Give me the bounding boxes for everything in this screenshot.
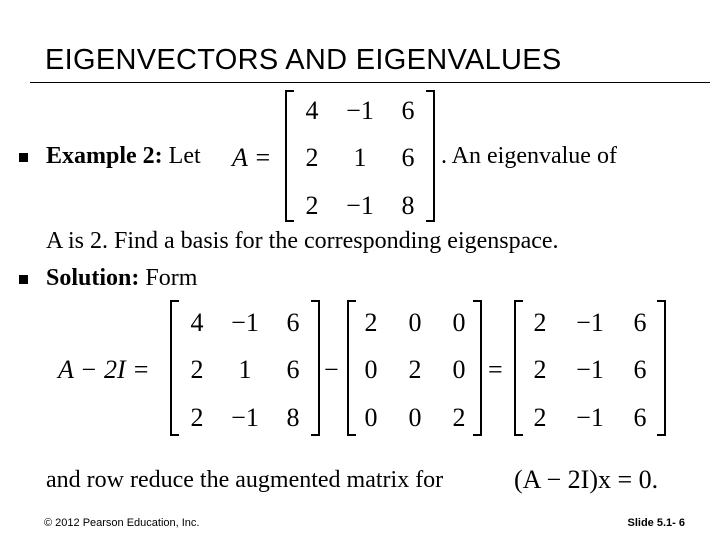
- minus-sign: −: [324, 355, 339, 384]
- matrix-cell: 0: [452, 308, 466, 337]
- matrix-cell: 8: [401, 191, 415, 220]
- matrix-cell: 0: [364, 403, 378, 432]
- final-equation: (A − 2I)x = 0.: [514, 465, 659, 494]
- matrix-cell: 2: [190, 403, 204, 432]
- matrix-cell: 0: [452, 355, 466, 384]
- matrix-cell: −1: [346, 96, 374, 125]
- matrix-cell: 1: [238, 355, 252, 384]
- matrix-cell: 6: [286, 308, 300, 337]
- example-line: [46, 143, 201, 170]
- matrix-cell: 8: [286, 403, 300, 432]
- matrix-cell: 0: [364, 355, 378, 384]
- matrix-cell: 6: [401, 96, 415, 125]
- solution-matrix-A: [170, 300, 320, 436]
- matrix-cell: 2: [408, 355, 422, 384]
- example-let: Let: [168, 143, 201, 169]
- example-line-2: A is 2. Find a basis for the corresponding eigenspace.: [46, 228, 559, 254]
- matrix-cell: 0: [408, 308, 422, 337]
- example-after-text: . An eigenvalue of: [441, 143, 617, 169]
- slide-title: EIGENVECTORS AND EIGENVALUES: [45, 44, 562, 76]
- matrix-cell: 2: [364, 308, 378, 337]
- matrix-cell: 6: [401, 143, 415, 172]
- bullet-icon: [19, 275, 28, 284]
- matrix-cell: −1: [231, 403, 259, 432]
- solution-lhs: A − 2I =: [58, 355, 150, 384]
- matrix-cell: 2: [452, 403, 466, 432]
- matrix-cell: 0: [408, 403, 422, 432]
- footer-copyright: © 2012 Pearson Education, Inc.: [44, 517, 200, 529]
- matrix-cell: 2: [533, 355, 547, 384]
- matrix-cell: 6: [633, 403, 647, 432]
- matrix-cell: −1: [576, 355, 604, 384]
- matrix-cell: 2: [190, 355, 204, 384]
- matrix-cell: 6: [633, 355, 647, 384]
- example-A-equals: A =: [232, 143, 272, 172]
- matrix-cell: 2: [533, 403, 547, 432]
- matrix-cell: 4: [305, 96, 319, 125]
- matrix-cell: −1: [576, 403, 604, 432]
- slide-number: Slide 5.1- 6: [627, 517, 685, 529]
- title-divider: [30, 82, 710, 83]
- matrix-cell: 4: [190, 308, 204, 337]
- matrix-cell: 2: [305, 191, 319, 220]
- final-text: and row reduce the augmented matrix for: [46, 467, 444, 493]
- bullet-icon: [19, 153, 28, 162]
- example-label: Example 2:: [46, 143, 163, 169]
- solution-line: [46, 265, 197, 292]
- example-matrix-A: [285, 90, 435, 222]
- matrix-cell: 2: [305, 143, 319, 172]
- matrix-cell: 1: [353, 143, 367, 172]
- solution-label: Solution:: [46, 265, 140, 291]
- matrix-cell: −1: [346, 191, 374, 220]
- matrix-cell: −1: [231, 308, 259, 337]
- solution-matrix-result: [514, 300, 666, 436]
- solution-matrix-2I: [347, 300, 482, 436]
- matrix-cell: 2: [533, 308, 547, 337]
- matrix-cell: 6: [286, 355, 300, 384]
- solution-text: Form: [145, 265, 198, 291]
- equals-sign: =: [488, 355, 503, 384]
- matrix-cell: −1: [576, 308, 604, 337]
- matrix-cell: 6: [633, 308, 647, 337]
